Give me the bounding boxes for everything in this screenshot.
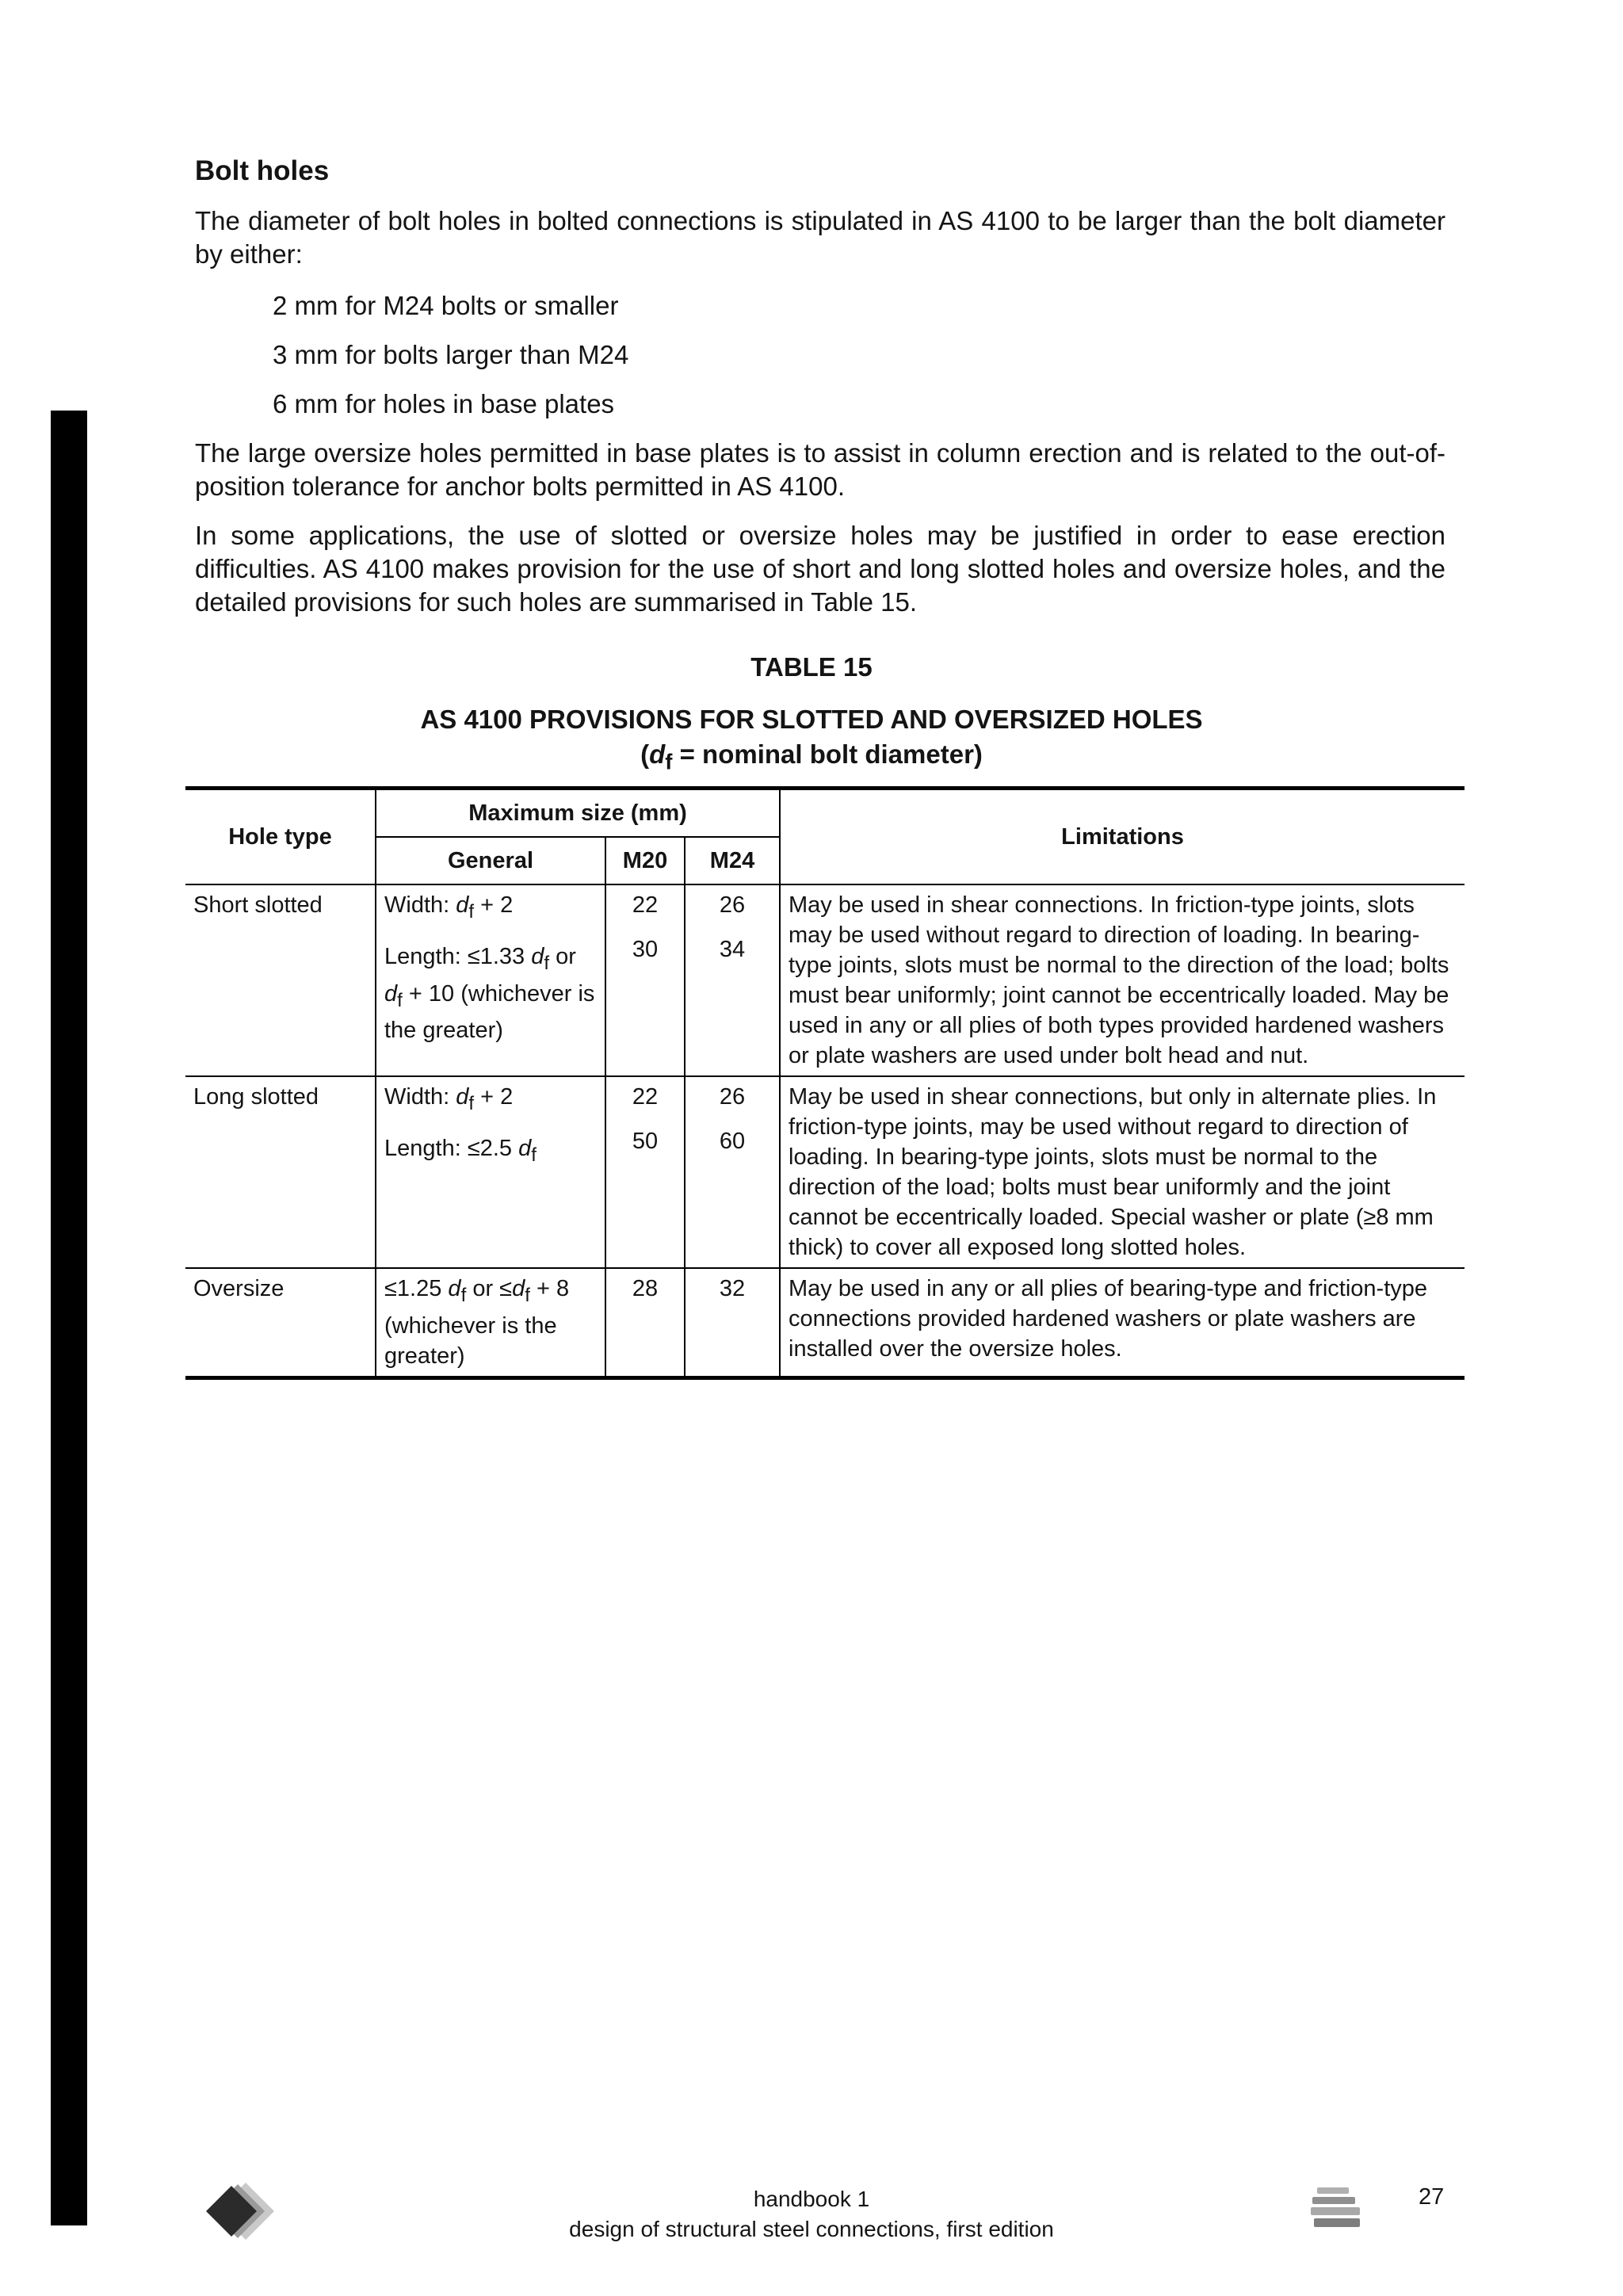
cell-general: ≤1.25 $d_f$ or $\le d_f + 8$ (whichever is the greater) bbox=[376, 1268, 605, 1377]
cell-limitations: May be used in shear connections, but only in alternate plies. In friction-type joints, may be used without regard to direction of loading. In bearing-type joints, slots must be normal to the direction of the load; bolts must bear uniformly and the joint cannot be eccentrically loaded. Special washer or plate (≥8 mm thick) to cover all exposed long slotted holes. bbox=[780, 1076, 1465, 1268]
cell-hole-type: Long slotted bbox=[185, 1076, 376, 1268]
header-m20: M20 bbox=[605, 837, 685, 884]
table-subtitle: ($d_f$ = nominal bolt diameter) bbox=[640, 739, 983, 774]
cell-limitations: May be used in any or all plies of bearing-type and friction-type connections provided hardened washers or plate washers are installed over the oversize holes. bbox=[780, 1268, 1465, 1377]
cell-m20: 22 50 bbox=[605, 1076, 685, 1268]
table-row bbox=[185, 1076, 1465, 1268]
header-max-size: Maximum size (mm) bbox=[376, 789, 780, 838]
cell-m24: 26 60 bbox=[685, 1076, 780, 1268]
paragraph-base-plates: The large oversize holes permitted in base plates is to assist in column erection and is related to the out-of-position tolerance for anchor bolts permitted in AS 4100. bbox=[195, 438, 1445, 501]
cell-m20: 28 bbox=[605, 1268, 685, 1377]
header-m24: M24 bbox=[685, 837, 780, 884]
list-item: 6 mm for holes in base plates bbox=[273, 389, 615, 418]
footer-text bbox=[0, 2184, 1623, 2244]
cell-hole-type: Oversize bbox=[185, 1268, 376, 1377]
sidebar-bar bbox=[51, 411, 87, 2225]
cell-general: Width: $d_f + 2$ Length: ≤1.33 $d_f$ or $d_f + 10$ (whichever is the greater) bbox=[376, 884, 605, 1076]
table-number: TABLE 15 bbox=[750, 652, 873, 682]
footer-line-1: handbook 1 bbox=[753, 2187, 870, 2211]
header-hole-type: Hole type bbox=[185, 789, 376, 885]
list-item: 2 mm for M24 bolts or smaller bbox=[273, 291, 619, 320]
cell-hole-type: Short slotted bbox=[185, 884, 376, 1076]
intro-paragraph: The diameter of bolt holes in bolted connections is stipulated in AS 4100 to be larger than the bolt diameter by either: bbox=[195, 206, 1445, 269]
header-limitations: Limitations bbox=[780, 789, 1465, 885]
header-general: General bbox=[376, 837, 605, 884]
cell-m20: 22 30 bbox=[605, 884, 685, 1076]
paragraph-slotted-holes: In some applications, the use of slotted or oversize holes may be justified in order to ease erection difficulties. AS 4100 makes provision for the use of short and long slotted holes and oversize holes, and the detailed provisions for such holes are summarised in Table 15. bbox=[195, 521, 1445, 617]
cell-m24: 26 34 bbox=[685, 884, 780, 1076]
section-heading: Bolt holes bbox=[195, 155, 330, 186]
table-title bbox=[0, 702, 1623, 780]
steel-stack-icon bbox=[1309, 2186, 1365, 2230]
table-row bbox=[185, 884, 1465, 1076]
footer-line-2: design of structural steel connections, first edition bbox=[569, 2217, 1054, 2241]
page-number: 27 bbox=[1419, 2184, 1445, 2210]
cell-m24: 32 bbox=[685, 1268, 780, 1377]
cell-general: Width: $d_f + 2$ Length: ≤2.5 $d_f$ bbox=[376, 1076, 605, 1268]
list-item: 3 mm for bolts larger than M24 bbox=[273, 340, 629, 369]
holes-table bbox=[185, 786, 1465, 1380]
cell-limitations: May be used in shear connections. In friction-type joints, slots may be used without regard to direction of loading. In bearing-type joints, slots must be normal to the direction of the load; bolts must bear uniformly; joint cannot be eccentrically loaded. May be used in any or all plies of both types provided hardened washers or plate washers are used under bolt head and nut. bbox=[780, 884, 1465, 1076]
table-title-main: AS 4100 PROVISIONS FOR SLOTTED AND OVERSIZED HOLES bbox=[420, 705, 1203, 734]
table-row bbox=[185, 1268, 1465, 1377]
